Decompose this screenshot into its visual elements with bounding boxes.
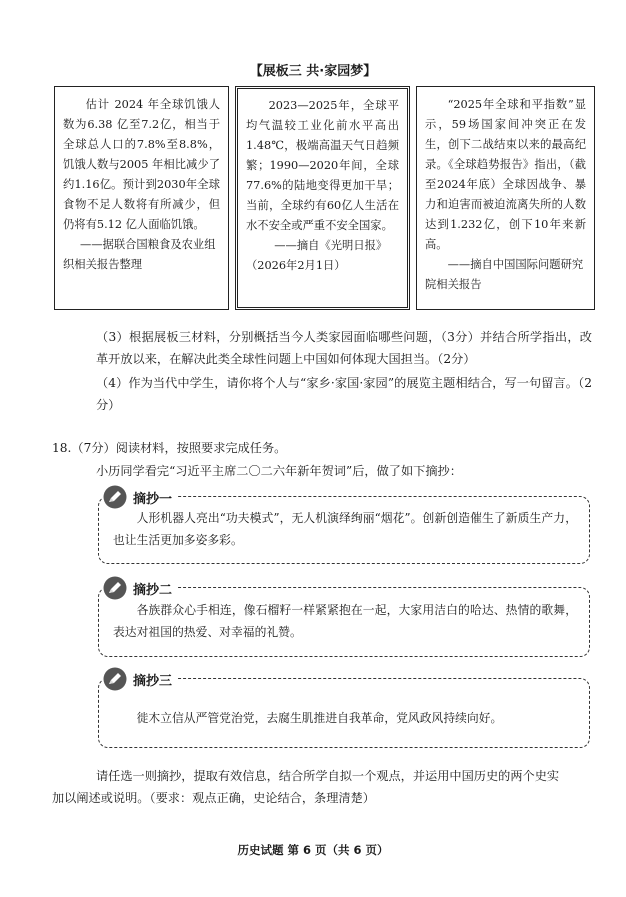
excerpt-box-3 <box>98 673 590 748</box>
page-footer: 历史试题 第 6 页（共 6 页） <box>237 843 389 857</box>
excerpt-text: 徙木立信从严管党治党，去腐生肌推进自我革命，党风政风持续向好。 <box>136 711 503 725</box>
excerpt-text: 人形机器人亮出“功夫模式”，无人机演绎绚丽“烟花”。创新创造催生了新质生产力，也让生活更加多姿多彩。 <box>113 511 577 547</box>
question-4: （4）作为当代中学生，请你将个人与“家乡·家国·家园”的展览主题相结合，写一句留言。（2分） <box>96 376 592 412</box>
excerpt-label: 摘抄二 <box>133 582 173 598</box>
material-board-conflict <box>416 86 595 310</box>
excerpt-header <box>103 667 178 691</box>
panel-title: 【展板三 共·家园梦】 <box>249 64 377 79</box>
material-board-climate <box>235 86 410 310</box>
excerpt-box-1 <box>98 491 590 564</box>
excerpt-label: 摘抄三 <box>133 673 173 689</box>
question-18-intro: 小历同学看完“习近平主席二〇二六年新年贺词”后，做了如下摘抄： <box>96 464 462 478</box>
board-text: “2025年全球和平指数”显示，59场国家间冲突正在发生，创下二战结束以来的最高纪录。《全球趋势报告》指出，（截至2024年底）全球因战争、暴力和迫害而被迫流离失所的人数达到1.232亿，创下10年来新高。 <box>425 98 586 251</box>
task-line-1: 请任选一则摘抄，提取有效信息，结合所学自拟一个观点，并运用中国历史的两个史实 <box>96 769 560 783</box>
board-text: 估计 2024 年全球饥饿人数为6.38 亿至7.2亿，相当于全球总人口的7.8%至8.8%，饥饿人数与2005 年相比减少了约1.16亿。预计到2030年全球食物不足人数将有所减少，但仍将有5.12 亿人面临饥饿。 <box>63 98 220 231</box>
question-3: （3）根据展板三材料，分别概括当今人类家园面临哪些问题，（3分）并结合所学指出，改革开放以来，在解决此类全球性问题上中国如何体现大国担当。（2分） <box>96 330 592 366</box>
excerpt-box-2 <box>98 582 590 657</box>
board-source: ——摘自中国国际问题研究院相关报告 <box>425 258 584 291</box>
pencil-icon <box>103 485 127 509</box>
excerpt-text: 各族群众心手相连，像石榴籽一样紧紧抱在一起，大家用洁白的哈达、热情的歌舞，表达对祖国的热爱、对幸福的礼赞。 <box>113 603 577 639</box>
question-18-heading: 18.（7分）阅读材料，按照要求完成任务。 <box>52 441 287 455</box>
material-boards <box>54 86 595 312</box>
excerpt-label: 摘抄一 <box>133 491 173 507</box>
task-line-2: 加以阐述或说明。（要求：观点正确，史论结合，条理清楚） <box>52 791 375 805</box>
board-text: 2023—2025年，全球平均气温较工业化前水平高出1.48℃，极端高温天气日趋频繁；1990—2020年间，全球77.6%的陆地变得更加干旱；当前，全球约有60亿人生活在水不安全或严重不安全国家。 <box>246 99 399 232</box>
pencil-icon <box>103 667 127 691</box>
material-board-hunger <box>54 86 229 310</box>
excerpt-header <box>103 485 178 509</box>
excerpt-header <box>103 576 178 600</box>
pencil-icon <box>103 576 127 600</box>
board-source: ——摘自《光明日报》（2026年2月1日） <box>246 239 388 272</box>
board-source: ——据联合国粮食及农业组织相关报告整理 <box>63 238 216 271</box>
